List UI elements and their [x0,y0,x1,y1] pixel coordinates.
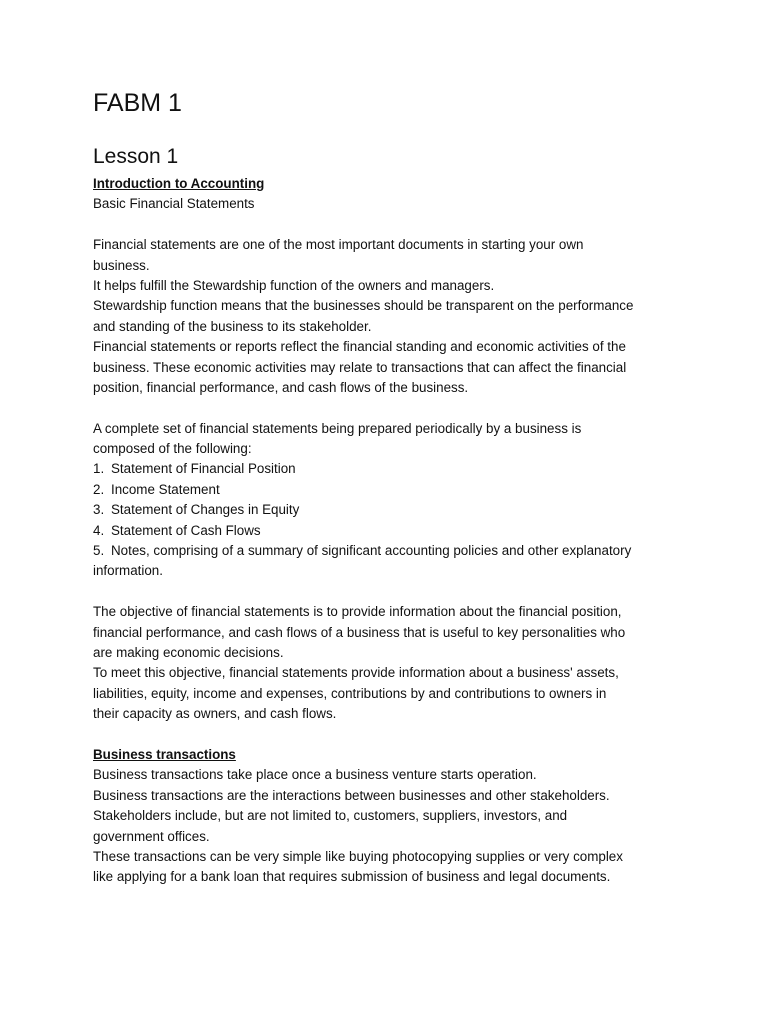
paragraph-line: composed of the following: [93,441,252,457]
business-transactions-heading: Business transactions [93,746,236,762]
paragraph-line: It helps fulfill the Stewardship function of the owners and managers. [93,277,495,293]
paragraph-complete-set [93,419,683,460]
paragraph-line: financial performance, and cash flows of a business that is useful to key personalities who [93,624,626,640]
list-item [93,521,683,541]
paragraph-line: government offices. [93,828,210,844]
list-item [93,459,683,479]
paragraph-line: Business transactions take place once a business venture starts operation. [93,767,537,783]
list-number: 5. [93,543,105,559]
paragraph-line: Business transactions are the interactions between businesses and other stakeholders. [93,787,610,803]
statements-list [93,459,683,581]
paragraph-line: A complete set of financial statements being prepared periodically by a business is [93,420,582,436]
list-text: Income Statement [111,481,220,497]
paragraph-line: like applying for a bank loan that requires submission of business and legal documents. [93,869,611,885]
spacer [93,215,683,235]
spacer [93,398,683,418]
list-number: 4. [93,522,105,538]
paragraph-objective [93,602,683,724]
paragraph-line: liabilities, equity, income and expenses, contributions by and contributions to owners in [93,685,607,701]
paragraph-line: Financial statements or reports reflect the financial standing and economic activities of the [93,339,626,355]
paragraph-line: To meet this objective, financial statements provide information about a business' assets, [93,665,619,681]
paragraph-line: are making economic decisions. [93,644,284,660]
paragraph-business-transactions [93,765,683,887]
list-continuation: information. [93,563,163,579]
paragraph-line: their capacity as owners, and cash flows. [93,706,337,722]
list-item [93,480,683,500]
paragraph-line: and standing of the business to its stakeholder. [93,318,372,334]
spacer [93,725,683,745]
paragraph-line: Stakeholders include, but are not limited to, customers, suppliers, investors, and [93,808,568,824]
paragraph-line: position, financial performance, and cash flows of the business. [93,379,469,395]
list-number: 2. [93,481,105,497]
list-number: 1. [93,461,105,477]
list-number: 3. [93,502,105,518]
lesson-heading: Lesson 1 [93,145,179,168]
paragraph-line: business. These economic activities may relate to transactions that can affect the financial [93,359,627,375]
list-item [93,541,683,561]
paragraph-line: The objective of financial statements is to provide information about the financial position, [93,604,622,620]
paragraph-line: These transactions can be very simple like buying photocopying supplies or very complex [93,848,623,864]
paragraph-line: business. [93,257,150,273]
document-body [93,174,683,888]
list-text: Statement of Cash Flows [111,522,261,538]
paragraph-line: Financial statements are one of the most important documents in starting your own [93,237,584,253]
list-item [93,500,683,520]
intro-heading: Introduction to Accounting [93,176,265,191]
list-text: Notes, comprising of a summary of significant accounting policies and other explanatory [111,543,632,559]
paragraph-financial-statements [93,235,683,398]
list-text: Statement of Changes in Equity [111,502,300,518]
intro-subheading: Basic Financial Statements [93,196,255,212]
list-text: Statement of Financial Position [111,461,296,477]
spacer [93,582,683,602]
document-title: FABM 1 [93,89,182,117]
paragraph-line: Stewardship function means that the businesses should be transparent on the performance [93,298,634,314]
